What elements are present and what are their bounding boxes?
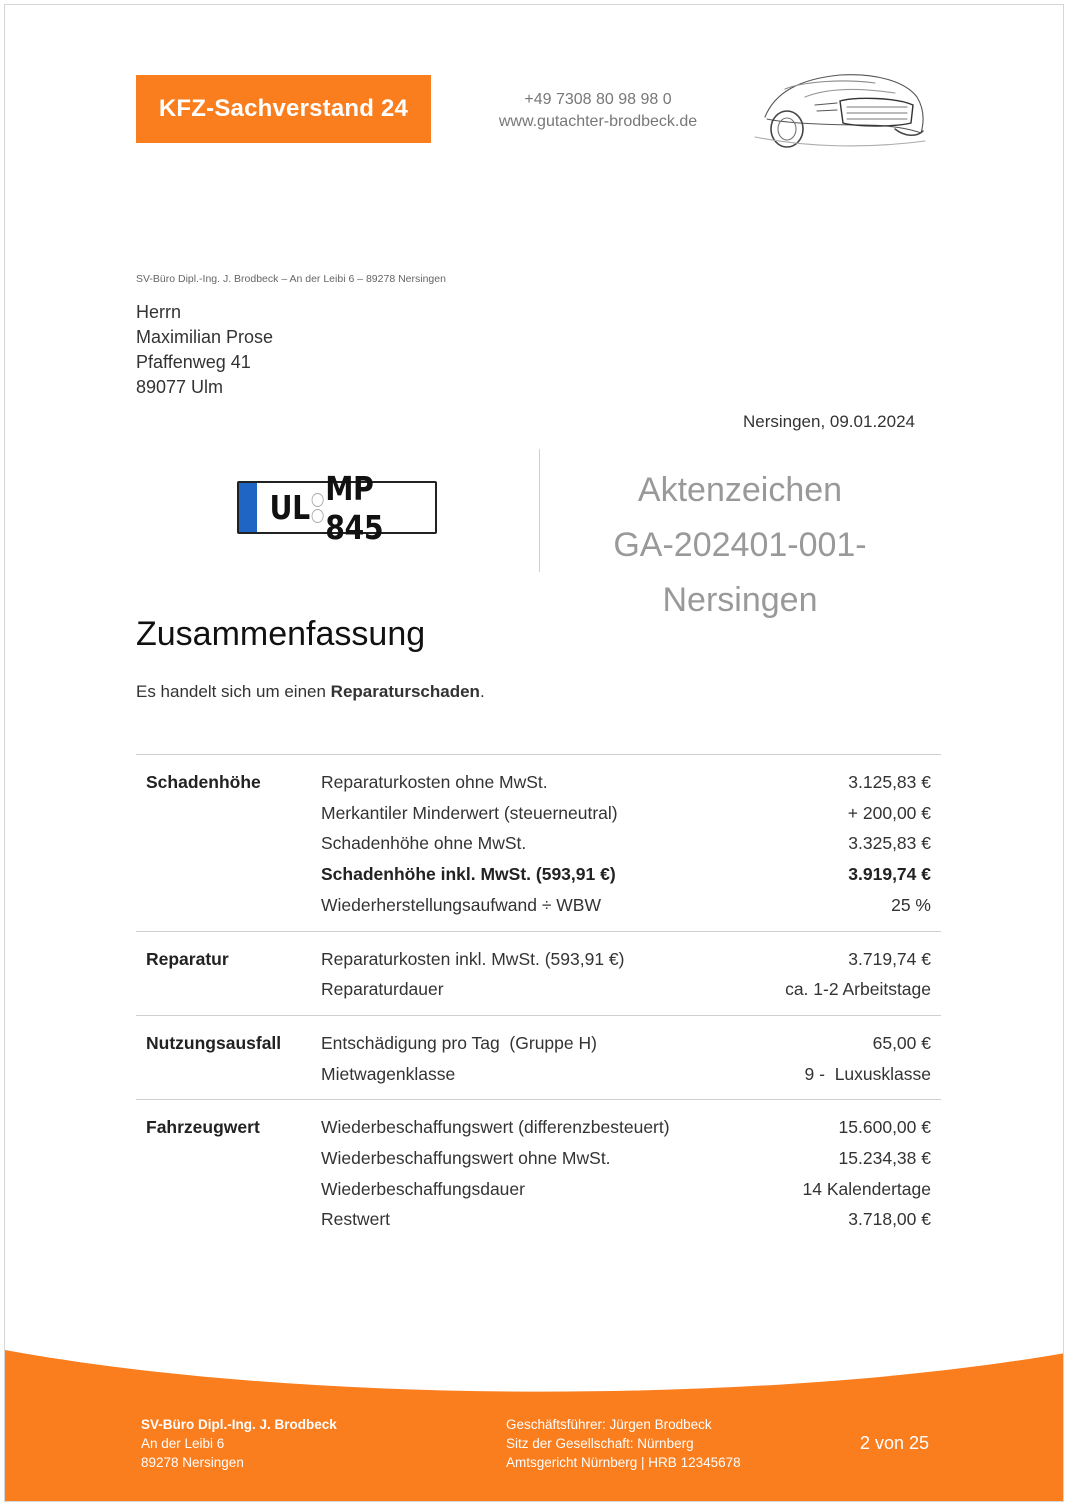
website-link[interactable]: www.gutachter-brodbeck.de xyxy=(498,113,698,130)
brand-logo: KFZ-Sachverstand 24 xyxy=(136,75,431,143)
recipient-street: Pfaffenweg 41 xyxy=(136,352,251,372)
plate-seal-icon xyxy=(311,493,323,523)
group-rows xyxy=(321,1028,941,1089)
summary-group xyxy=(136,931,941,1015)
table-row xyxy=(321,1112,941,1143)
row-label: Reparaturkosten inkl. MwSt. (593,91 €) xyxy=(321,948,625,969)
row-value: ca. 1-2 Arbeitstage xyxy=(785,979,931,1000)
vertical-divider xyxy=(539,449,540,572)
table-row xyxy=(321,828,941,859)
row-value: 15.600,00 € xyxy=(838,1117,931,1138)
footer-legal xyxy=(506,1415,741,1472)
row-label: Reparaturkosten ohne MwSt. xyxy=(321,772,548,792)
plate-text xyxy=(269,469,422,547)
row-label: Merkantiler Minderwert (steuerneutral) xyxy=(321,802,618,823)
row-label: Schadenhöhe inkl. MwSt. (593,91 €) xyxy=(321,864,616,885)
summary-group xyxy=(136,754,941,931)
intro-damage-type: Reparaturschaden xyxy=(330,682,480,701)
group-label: Schadenhöhe xyxy=(146,772,261,792)
reference-label: Aktenzeichen xyxy=(637,471,843,509)
table-row xyxy=(321,1204,941,1235)
table-row xyxy=(321,944,941,975)
letter-date: Nersingen, 09.01.2024 xyxy=(742,412,915,431)
row-value: 14 Kalendertage xyxy=(802,1178,931,1199)
table-row xyxy=(321,1143,941,1174)
row-value: 3.325,83 € xyxy=(848,833,931,854)
table-row xyxy=(321,1174,941,1205)
summary-group xyxy=(136,1015,941,1099)
document-page xyxy=(4,4,1064,1502)
intro-suffix: . xyxy=(479,682,485,701)
plate-district: UL xyxy=(269,488,310,527)
row-label: Wiederherstellungsaufwand ÷ WBW xyxy=(321,894,601,915)
row-label: Wiederbeschaffungswert ohne MwSt. xyxy=(321,1148,611,1169)
table-row xyxy=(321,1028,941,1059)
footer-court: Amtsgericht Nürnberg | HRB 12345678 xyxy=(506,1455,741,1470)
page-number: 2 von 25 xyxy=(860,1433,930,1453)
group-label: Reparatur xyxy=(146,948,229,969)
recipient-name: Maximilian Prose xyxy=(136,327,274,347)
row-label: Mietwagenklasse xyxy=(321,1063,456,1084)
intro-prefix: Es handelt sich um einen xyxy=(136,682,331,701)
row-value: 3.125,83 € xyxy=(848,772,931,792)
phone-number: +49 7308 80 98 98 0 xyxy=(524,91,672,108)
footer-seat: Sitz der Gesellschaft: Nürnberg xyxy=(506,1436,694,1451)
footer-address xyxy=(141,1415,337,1472)
row-value: 65,00 € xyxy=(872,1032,931,1053)
group-label: Nutzungsausfall xyxy=(146,1032,282,1053)
table-row xyxy=(321,798,941,829)
recipient-city: 89077 Ulm xyxy=(136,377,224,397)
table-row xyxy=(321,859,941,890)
group-rows xyxy=(321,1112,941,1235)
intro-text xyxy=(136,682,485,702)
row-value: 15.234,38 € xyxy=(838,1148,931,1169)
reference-value: GA-202401-001-Nersingen xyxy=(613,526,867,619)
row-value: 25 % xyxy=(891,894,931,915)
row-value: 3.919,74 € xyxy=(848,864,931,885)
footer-company: SV-Büro Dipl.-Ing. J. Brodbeck xyxy=(141,1417,337,1432)
footer-street: An der Leibi 6 xyxy=(141,1436,225,1451)
license-plate xyxy=(237,468,437,547)
sender-line: SV-Büro Dipl.-Ing. J. Brodbeck – An der Leibi 6 – 89278 Nersingen xyxy=(136,273,446,285)
section-title: Zusammenfassung xyxy=(136,615,426,653)
row-label: Restwert xyxy=(321,1209,391,1230)
table-row xyxy=(321,890,941,921)
row-value: 9 - Luxusklasse xyxy=(804,1063,931,1084)
row-value: + 200,00 € xyxy=(847,802,931,823)
plate-eu-strip xyxy=(239,483,257,532)
table-row xyxy=(321,974,941,1005)
row-label: Reparaturdauer xyxy=(321,979,444,1000)
row-label: Wiederbeschaffungswert (differenzbesteuert) xyxy=(321,1117,670,1138)
row-label: Entschädigung pro Tag (Gruppe H) xyxy=(321,1032,597,1053)
table-row xyxy=(321,1059,941,1090)
footer-ceo: Geschäftsführer: Jürgen Brodbeck xyxy=(506,1417,712,1432)
reference-block xyxy=(545,463,935,628)
summary-group xyxy=(136,1099,941,1245)
group-label: Fahrzeugwert xyxy=(146,1117,260,1138)
row-value: 3.719,74 € xyxy=(848,948,931,969)
recipient-address xyxy=(136,300,273,400)
table-row xyxy=(321,767,941,798)
recipient-salutation: Herrn xyxy=(136,302,182,322)
row-label: Wiederbeschaffungsdauer xyxy=(321,1178,525,1199)
footer-city: 89278 Nersingen xyxy=(141,1455,244,1470)
car-sketch-image xyxy=(745,67,930,155)
group-rows xyxy=(321,767,941,921)
row-value: 3.718,00 € xyxy=(848,1209,931,1230)
group-rows xyxy=(321,944,941,1005)
plate-number: MP 845 xyxy=(325,468,384,547)
summary-table xyxy=(136,754,941,1245)
row-label: Schadenhöhe ohne MwSt. xyxy=(321,833,527,854)
contact-info xyxy=(475,89,721,133)
